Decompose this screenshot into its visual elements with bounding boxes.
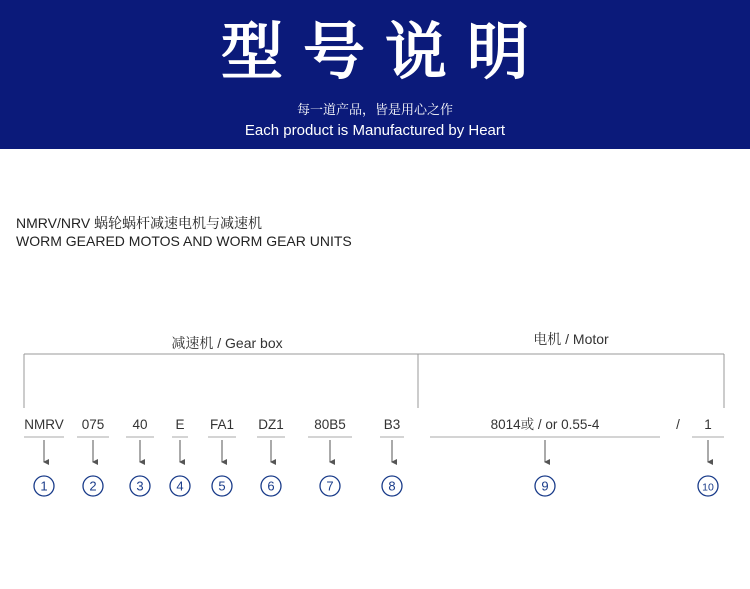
code-item <box>170 417 190 496</box>
motor-bracket <box>418 354 724 408</box>
code-item <box>24 417 64 496</box>
separator-slash: / <box>676 417 680 432</box>
position-number: 9 <box>541 478 549 494</box>
code-item <box>380 417 404 496</box>
code-label: 075 <box>81 417 105 432</box>
position-number: 6 <box>267 478 275 494</box>
code-label: 1 <box>704 417 712 432</box>
position-number: 2 <box>89 478 97 494</box>
position-number: 4 <box>176 478 184 494</box>
position-number: 1 <box>40 478 48 494</box>
code-label: B3 <box>383 417 401 432</box>
code-label: NMRV <box>24 417 64 432</box>
banner-subtitle-cn: 每一道产品，皆是用心之作 <box>296 103 453 118</box>
position-number: 5 <box>218 478 226 494</box>
code-item <box>77 417 109 496</box>
position-number: 3 <box>136 478 144 494</box>
code-label: FA1 <box>209 417 235 432</box>
code-items <box>24 417 724 496</box>
code-label: 8014或 / or 0.55-4 <box>490 417 600 432</box>
motor-label: 电机 / Motor <box>533 331 609 347</box>
code-item <box>257 417 285 496</box>
code-label: E <box>175 417 185 432</box>
position-number: 10 <box>702 481 714 494</box>
code-item <box>126 417 154 496</box>
position-number: 8 <box>388 478 396 494</box>
code-label: 40 <box>132 417 148 432</box>
banner-title: 型号说明 <box>220 15 549 88</box>
code-item <box>692 417 724 496</box>
code-item <box>430 417 660 496</box>
code-item <box>208 417 236 496</box>
code-label: 80B5 <box>314 417 346 432</box>
gearbox-bracket <box>24 354 418 408</box>
code-item <box>308 417 352 496</box>
position-number: 7 <box>326 478 334 494</box>
product-heading-cn: NMRV/NRV 蜗轮蜗杆减速电机与减速机 <box>16 215 263 231</box>
gearbox-label: 减速机 / Gear box <box>171 335 283 351</box>
code-label: DZ1 <box>258 417 284 432</box>
product-heading-en: WORM GEARED MOTOS AND WORM GEAR UNITS <box>16 233 352 249</box>
banner-subtitle-en: Each product is Manufactured by Heart <box>244 122 506 139</box>
